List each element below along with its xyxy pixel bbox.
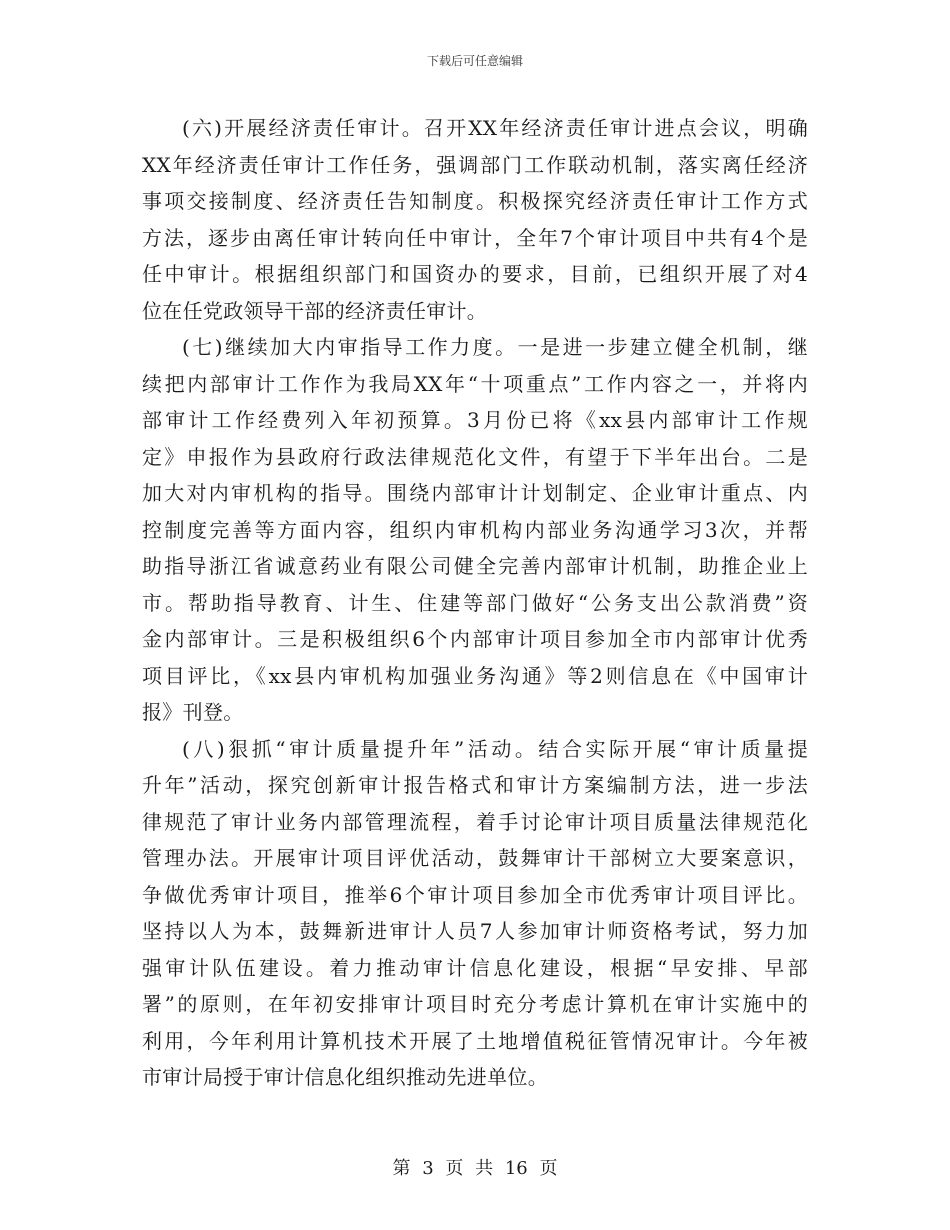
text-line: 续把内部审计工作作为我局XX年“十项重点”工作内容之一，并将内 [142, 371, 808, 396]
text-line: (六)开展经济责任审计。召开XX年经济责任审计进点会议，明确 [182, 116, 808, 140]
text-line: 控制度完善等方面内容，组织内审机构内部业务沟通学习3次，并帮 [142, 517, 808, 542]
page-header: 下载后可任意编辑 [426, 54, 523, 68]
text-line: 报》刊登。 [142, 700, 244, 724]
text-line: 升年”活动，探究创新审计报告格式和审计方案编制方法，进一步法 [142, 773, 808, 797]
text-line: 部审计工作经费列入年初预算。3月份已将《xx县内部审计工作规 [142, 408, 808, 432]
text-line: 项目评比，《xx县内审机构加强业务沟通》等2则信息在《中国审计 [142, 663, 808, 688]
text-line: 金内部审计。三是积极组织6个内部审计项目参加全市内部审计优秀 [142, 627, 808, 651]
text-line: 市审计局授于审计信息化组织推动先进单位。 [142, 1065, 548, 1089]
text-line: 强审计队伍建设。着力推动审计信息化建设，根据“早安排、早部 [142, 955, 808, 980]
paragraph-economic-responsibility-audit [142, 110, 808, 329]
text-line: 定》申报作为县政府行政法律规范化文件，有望于下半年出台。二是 [142, 444, 808, 469]
text-line: 利用，今年利用计算机技术开展了土地增值税征管情况审计。今年被 [142, 1028, 808, 1053]
text-line: 助指导浙江省诚意药业有限公司健全完善内部审计机制，助推企业上 [142, 554, 808, 578]
text-line: 律规范了审计业务内部管理流程，着手讨论审计项目质量法律规范化 [142, 809, 808, 834]
page-number-footer: 第 3 页 共 16 页 [392, 1158, 558, 1179]
text-line: XX年经济责任审计工作任务，强调部门工作联动机制，落实离任经济 [142, 152, 808, 177]
paragraph-internal-audit-guidance [142, 329, 808, 731]
text-line: 方法，逐步由离任审计转向任中审计，全年7个审计项目中共有4个是 [142, 225, 808, 250]
text-line: (七)继续加大内审指导工作力度。一是进一步建立健全机制，继 [182, 335, 808, 359]
text-line: 市。帮助指导教育、计生、住建等部门做好“公务支出公款消费”资 [142, 590, 808, 615]
text-line: 管理办法。开展审计项目评优活动，鼓舞审计干部树立大要案意识， [142, 846, 808, 870]
text-line: 加大对内审机构的指导。围绕内部审计计划制定、企业审计重点、内 [142, 481, 808, 505]
text-line: 事项交接制度、经济责任告知制度。积极探究经济责任审计工作方式 [142, 189, 808, 213]
paragraph-audit-quality-year [142, 731, 808, 1096]
text-line: 任中审计。根据组织部门和国资办的要求，目前，已组织开展了对4 [142, 262, 808, 286]
document-body [142, 110, 808, 1096]
text-line: 位在任党政领导干部的经济责任审计。 [142, 298, 488, 323]
text-line: 争做优秀审计项目，推举6个审计项目参加全市优秀审计项目评比。 [142, 882, 808, 907]
text-line: (八)狠抓“审计质量提升年”活动。结合实际开展“审计质量提 [182, 736, 808, 761]
text-line: 坚持以人为本，鼓舞新进审计人员7人参加审计师资格考试，努力加 [142, 919, 808, 943]
text-line: 署”的原则，在年初安排审计项目时充分考虑计算机在审计实施中的 [142, 992, 808, 1016]
